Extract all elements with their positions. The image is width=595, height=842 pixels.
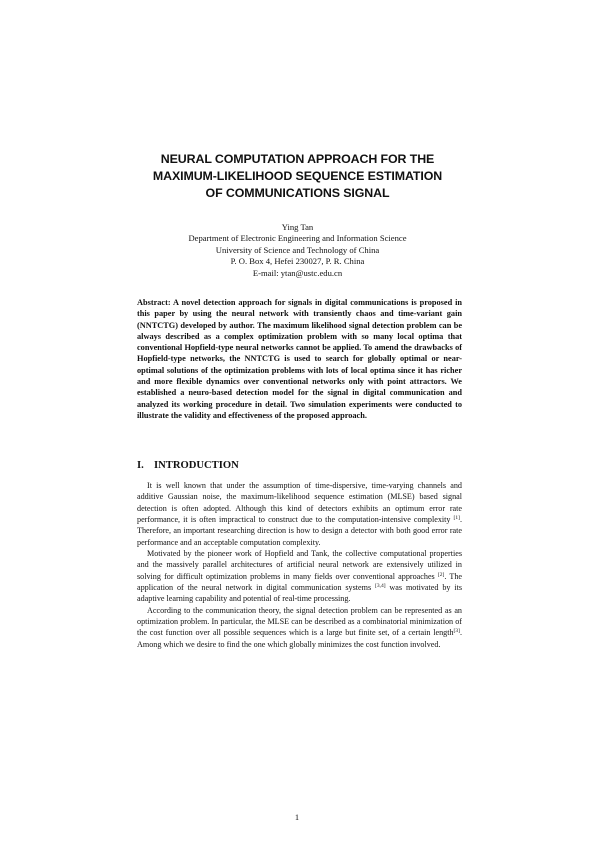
paragraph-1-text-a: It is well known that under the assumption of time-dispersive, time-varying channels and additive Gaussian noise, the maximum-likelihood sequence estimation (MLSE) based signal detection is often adopted. Although this kind of detectors exhibits an optimum error rate performance, it is often impractical to construct due to the computation-intensive complexity <box>137 481 462 525</box>
section-title: INTRODUCTION <box>154 460 239 471</box>
paragraph-3-text-a: According to the communication theory, the signal detection problem can be represented as an optimization problem. In particular, the MLSE can be described as a combinatorial minimization of the cost function over all possible sequences which is a large but finite set, of a certain length <box>137 605 462 638</box>
citation-2: [2] <box>437 571 445 578</box>
paragraph-2-text-a: Motivated by the pioneer work of Hopfield and Tank, the collective computational properties and the massively parallel architectures of artificial neural network are extensively utilized in solving for difficult optimization problems in many fields over conventional approaches <box>137 549 462 581</box>
paragraph-2-text-c: was motivated by its adaptive learning capability and potential of real-time processing. <box>137 583 462 604</box>
section-heading <box>137 459 462 473</box>
author-address: P. O. Box 4, Hefei 230027, P. R. China <box>230 256 365 267</box>
introduction-body <box>137 480 462 650</box>
paragraph-2-text-b: . The application of the neural network in digital communication systems <box>137 571 462 593</box>
title-line-2: MAXIMUM-LIKELIHOOD SEQUENCE ESTIMATION <box>152 169 443 183</box>
author-department: Department of Electronic Engineering and Information Science <box>188 233 407 244</box>
abstract-text: Abstract: A novel detection approach for signals in digital communications is proposed in this paper by using the neural network with transiently chaos and time-variant gain (NNTCTG) developed by author. The maximum likelihood signal detection problem can be always described as a complex optimization problem with so many local optima that conventional Hopfield-type neural networks cannot be applied. To amend the drawbacks of Hopfield-type networks, the NNTCTG is used to search for globally optimal or near-optimal solutions of the optimization problems with lots of local optima since it has richer and more flexible dynamics over conventional networks only with point attractors. We established a neuro-based detection model for the signal in digital communication and analyzed its working procedure in detail. Two simulation experiments were conducted to illustrate the validity and effectiveness of the proposed approach. <box>137 298 462 420</box>
paper-title <box>100 151 495 202</box>
author-email: E-mail: ytan@ustc.edu.cn <box>252 267 343 278</box>
author-block <box>100 222 495 279</box>
paragraph-1-text-b: . Therefore, an important researching direction is how to design a detector with both good error rate performance and an acceptable computation complexity. <box>137 515 462 547</box>
abstract <box>137 297 462 421</box>
title-line-3: OF COMMUNICATIONS SIGNAL <box>205 186 390 200</box>
title-line-1: NEURAL COMPUTATION APPROACH FOR THE <box>160 152 435 166</box>
author-name: Ying Tan <box>281 222 314 232</box>
paragraph-3 <box>137 605 462 650</box>
paragraph-1 <box>137 480 462 548</box>
citation-3: [3] <box>453 628 460 635</box>
author-university: University of Science and Technology of China <box>215 244 380 255</box>
citation-1: [1] <box>453 515 460 522</box>
section-number: I. <box>137 460 144 471</box>
paragraph-2 <box>137 548 462 605</box>
paragraph-3-text-b: . Among which we desire to find the one which globally minimizes the cost function involved. <box>137 628 462 649</box>
page-number: 1 <box>294 812 300 822</box>
citation-3-4: [3,4] <box>375 583 386 590</box>
